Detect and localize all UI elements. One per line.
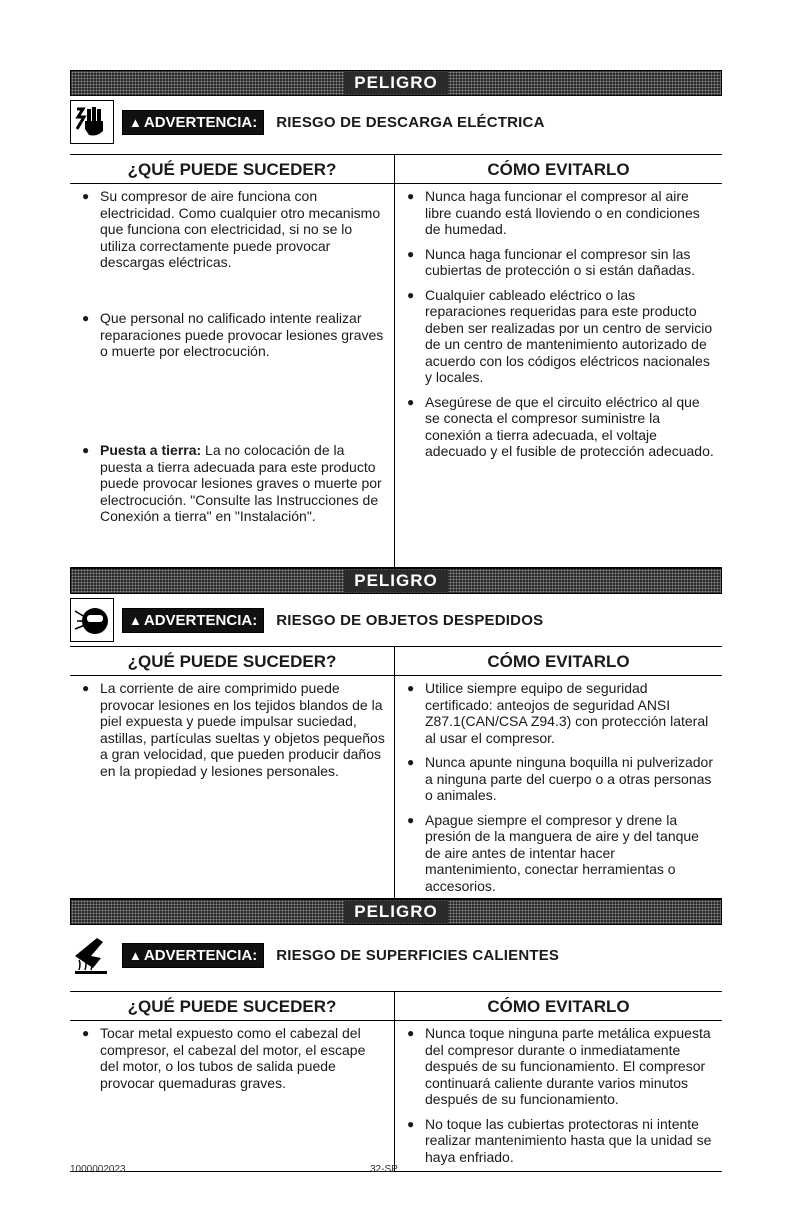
list-item: ● Que personal no calificado intente realizar reparaciones puede provocar lesiones graves o muerte por electrocución.	[82, 310, 384, 359]
list-item: ● Asegúrese de que el circuito eléctrico al que se conecta el compresor suministre la conexión a tierra adecuada, el voltaje adecuado y el fusible de protección adecuado.	[407, 393, 714, 459]
hazard-section-hot-surfaces	[70, 899, 722, 1172]
list-item: ● Cualquier cableado eléctrico o las reparaciones requeridas para este producto deben ser realizadas por un centro de servicio de un centro de mantenimiento autorizado de acuerdo con los códigos eléctricos nacionales y locales.	[407, 286, 713, 385]
right-column	[395, 1021, 722, 1171]
warning-badge	[122, 110, 264, 135]
warning-badge	[122, 943, 264, 968]
list-item: ● Su compresor de aire funciona con electricidad. Como cualquier otro mecanismo que funciona con electricidad, si no se lo utiliza correctamente puede provocar descargas eléctricas.	[82, 188, 381, 270]
hazard-section-electric	[70, 70, 722, 568]
electric-shock-icon	[70, 100, 114, 144]
list-item: ● Nunca haga funcionar el compresor al aire libre cuando está lloviendo o en condiciones de humedad.	[407, 188, 700, 237]
left-column	[70, 184, 395, 567]
list-item: ● Nunca apunte ninguna boquilla ni pulverizador a ninguna parte del cuerpo o a otras personas o animales.	[407, 754, 713, 803]
hazard-title: RIESGO DE SUPERFICIES CALIENTES	[276, 946, 560, 964]
safety-page	[70, 70, 722, 1172]
left-column	[70, 1021, 395, 1171]
what-can-happen-header: ¿QUÉ PUEDE SUCEDER?	[70, 647, 395, 676]
list-item: ● Tocar metal expuesto como el cabezal del compresor, el cabezal del motor, el escape del motor, o los tubos de salida puede provocar quemaduras graves.	[82, 1025, 366, 1091]
hot-surface-icon	[70, 933, 114, 977]
danger-banner	[70, 568, 722, 594]
hazard-table	[70, 154, 722, 568]
warning-triangle-icon: ▲	[129, 947, 142, 963]
safety-goggles-icon	[70, 598, 114, 642]
danger-label: PELIGRO	[344, 570, 448, 592]
danger-banner	[70, 70, 722, 96]
list-item: ● Puesta a tierra: La no colocación de la puesta a tierra adecuada para este producto puede provocar lesiones graves o muerte por electrocución. "Consulte las Instrucciones de Conexión a tierra" en "Instalación".	[82, 442, 382, 524]
list-item: ● Nunca toque ninguna parte metálica expuesta del compresor durante o inmediatamente después de su funcionamiento. El compresor continuará caliente durante varios minutos después de su funcionamiento.	[407, 1025, 711, 1107]
hazard-table	[70, 991, 722, 1172]
what-can-happen-header: ¿QUÉ PUEDE SUCEDER?	[70, 992, 395, 1021]
hazard-title: RIESGO DE DESCARGA ELÉCTRICA	[276, 113, 545, 131]
hazard-title: RIESGO DE OBJETOS DESPEDIDOS	[276, 611, 544, 629]
right-column	[395, 184, 722, 567]
warning-triangle-icon: ▲	[129, 114, 142, 130]
warning-label: ADVERTENCIA:	[143, 611, 258, 629]
how-to-prevent-header: CÓMO EVITARLO	[395, 647, 722, 676]
what-can-happen-header: ¿QUÉ PUEDE SUCEDER?	[70, 155, 395, 184]
list-item: ● Utilice siempre equipo de seguridad certificado: anteojos de seguridad ANSI Z87.1(CAN/CSA Z94.3) con protección lateral al usar el compresor.	[407, 680, 709, 746]
left-column	[70, 676, 395, 898]
list-item: ● Apague siempre el compresor y drene la presión de la manguera de aire y del tanque de aire antes de intentar hacer mantenimiento, conectar herramientas o accesorios.	[407, 811, 699, 894]
warning-label: ADVERTENCIA:	[143, 946, 258, 964]
warning-row	[70, 925, 722, 985]
danger-banner	[70, 899, 722, 925]
warning-badge	[122, 608, 264, 633]
list-item: ● Nunca haga funcionar el compresor sin las cubiertas de protección o si están dañadas.	[407, 245, 696, 278]
list-item: ● La corriente de aire comprimido puede provocar lesiones en los tejidos blandos de la piel expuesta y puede impulsar suciedad, astillas, partículas sueltas y objetos pequeños a gran velocidad, que pueden producir daños en la propiedad y lesiones personales.	[82, 680, 385, 779]
list-item: ● No toque las cubiertas protectoras ni intente realizar mantenimiento hasta que la unidad se haya enfriado.	[407, 1115, 712, 1165]
how-to-prevent-header: CÓMO EVITARLO	[395, 992, 722, 1021]
hazard-table	[70, 646, 722, 899]
hazard-section-projectiles	[70, 568, 722, 899]
document-code: 1000002023	[70, 1164, 126, 1175]
danger-label: PELIGRO	[344, 72, 448, 94]
page-number: 32-SP	[370, 1164, 398, 1175]
right-column	[395, 676, 722, 898]
warning-triangle-icon: ▲	[129, 612, 142, 628]
warning-row	[70, 96, 722, 148]
warning-row	[70, 594, 722, 646]
warning-label: ADVERTENCIA:	[143, 113, 258, 131]
how-to-prevent-header: CÓMO EVITARLO	[395, 155, 722, 184]
danger-label: PELIGRO	[344, 901, 448, 923]
